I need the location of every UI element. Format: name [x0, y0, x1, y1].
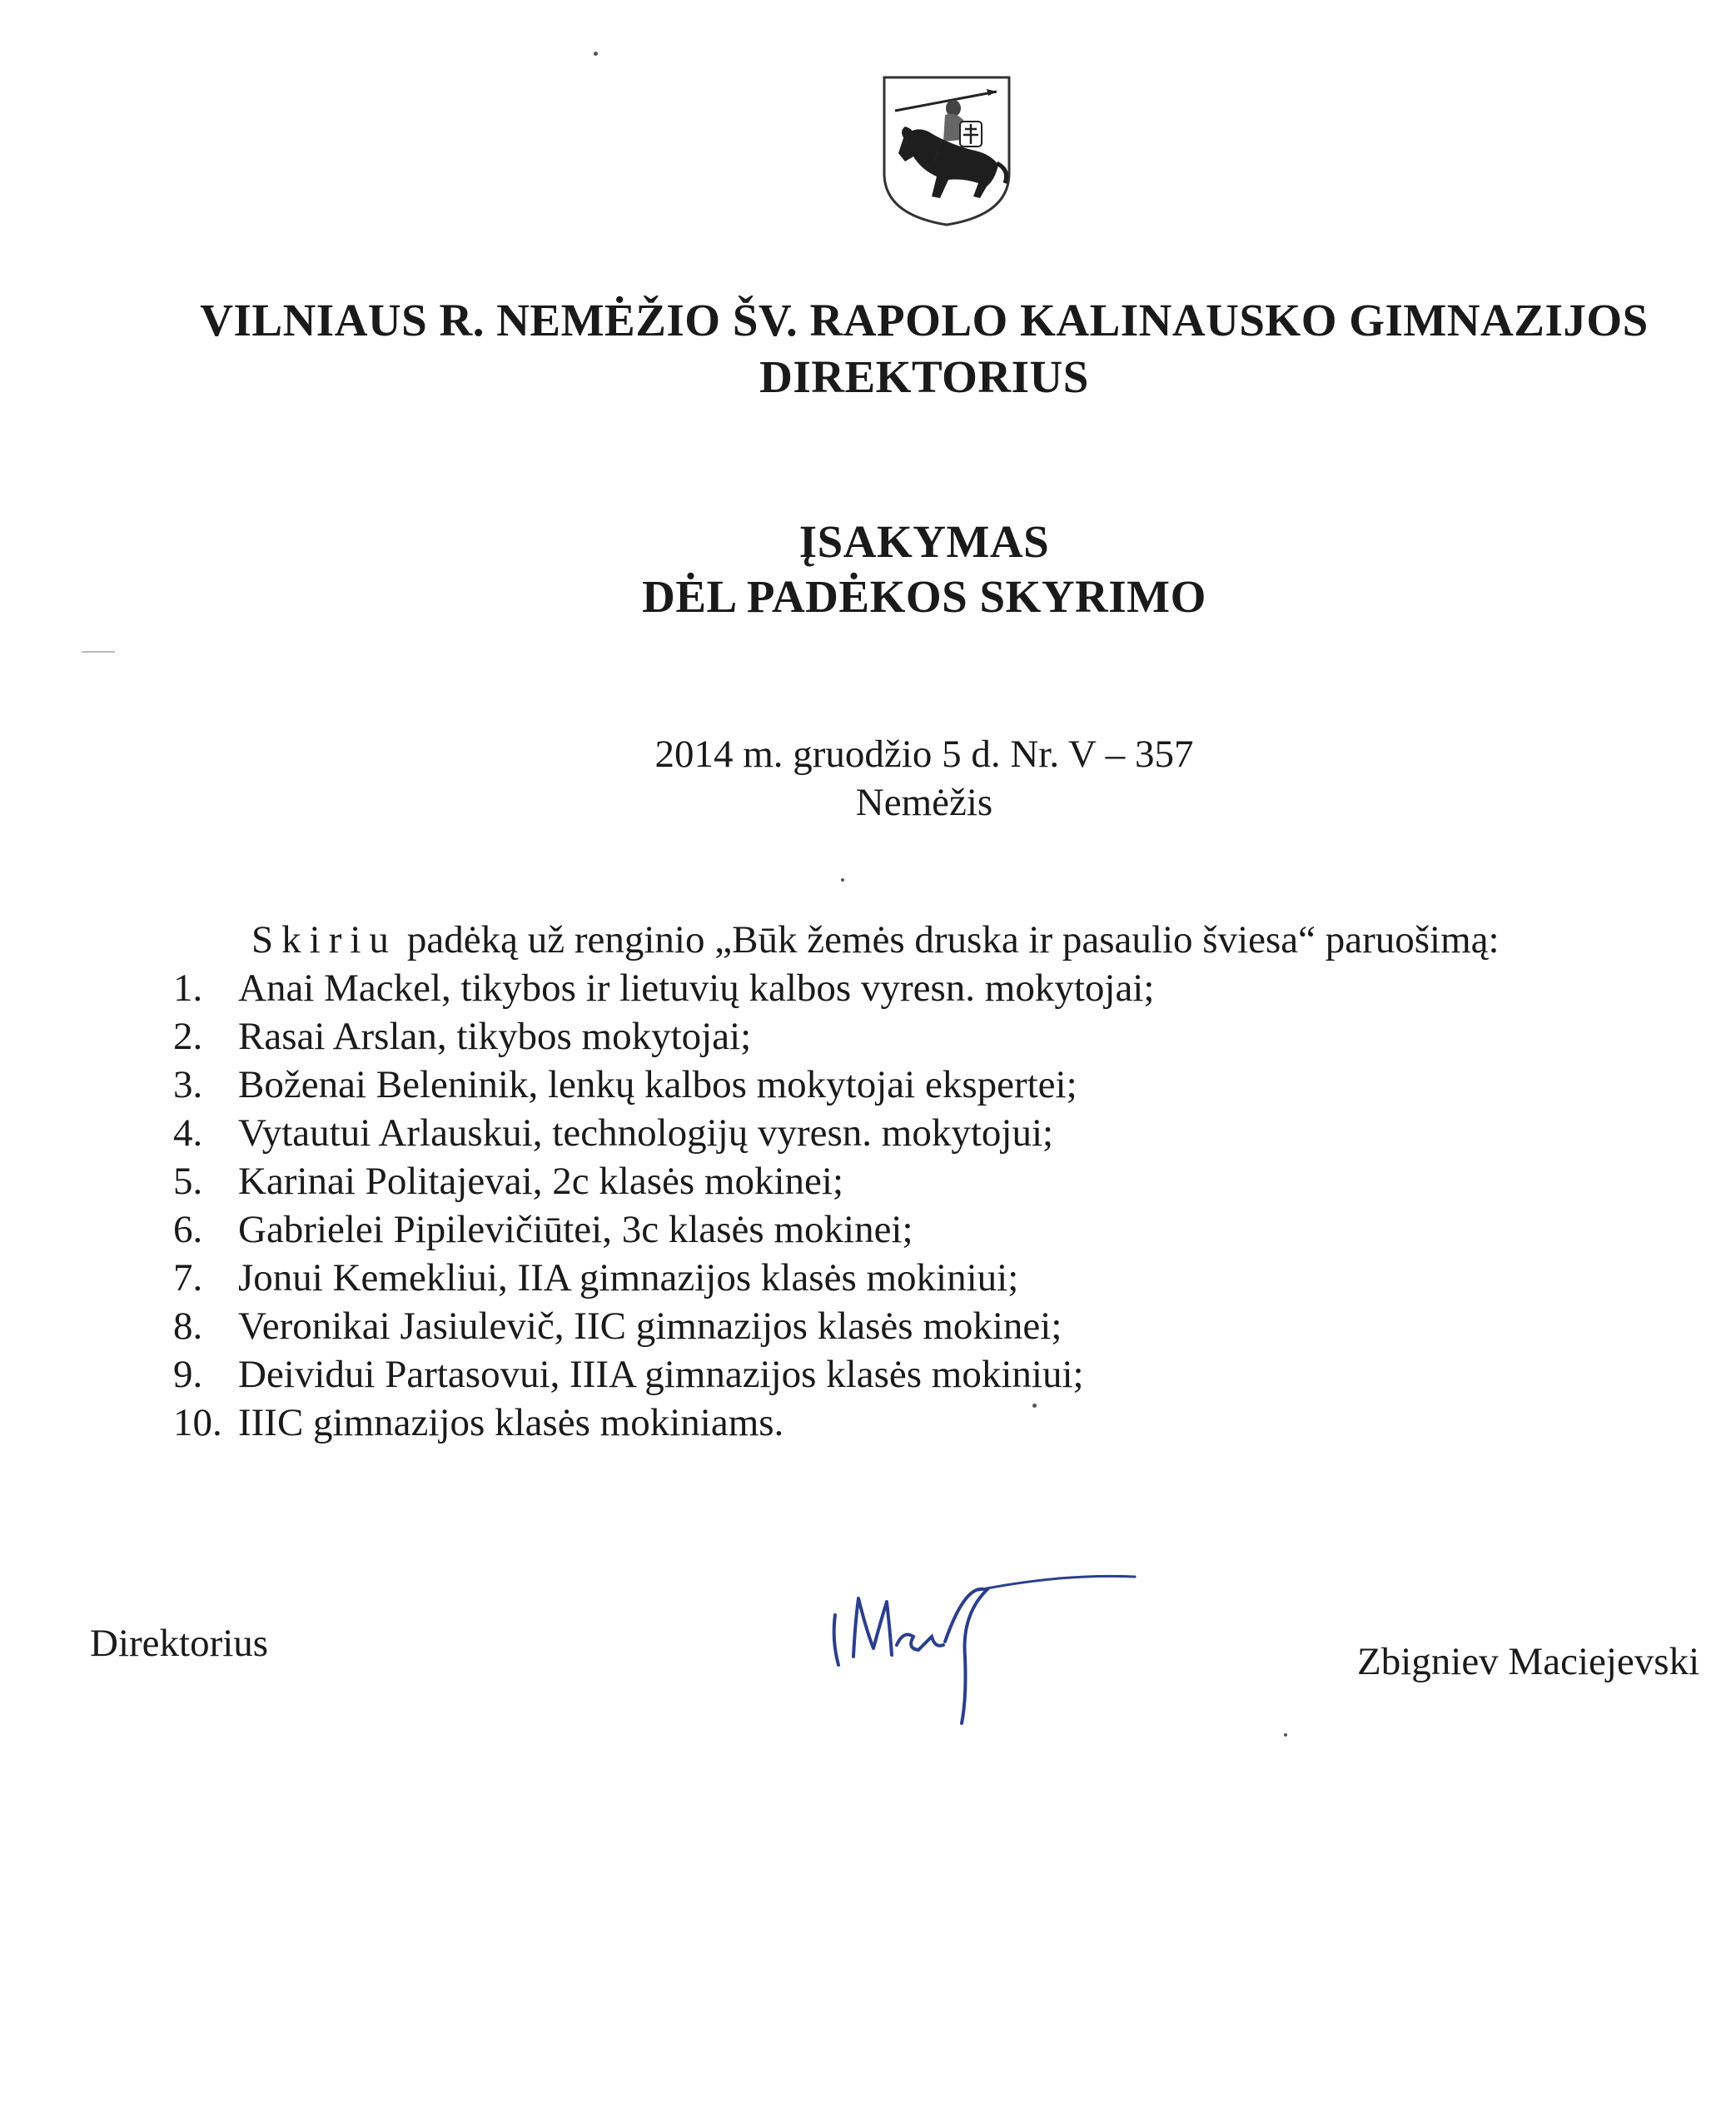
- list-number: 6.: [173, 1208, 203, 1251]
- list-number: 7.: [173, 1256, 203, 1300]
- list-text: Gabrielei Pipilevičiūtei, 3c klasės mokinei;: [238, 1208, 913, 1251]
- signer-title: Direktorius: [90, 1622, 269, 1665]
- intro-text: padėką už renginio „Būk žemės druska ir pasaulio šviesa“ paruošimą:: [406, 918, 1500, 962]
- institution-subtitle: DIREKTORIUS: [759, 351, 1089, 402]
- signer-name: Zbigniev Maciejevski: [1357, 1640, 1700, 1683]
- document-subject: DĖL PADĖKOS SKYRIMO: [642, 571, 1206, 622]
- list-item: [173, 1157, 1154, 1205]
- intro-spaced-word: Skiriu: [251, 918, 397, 962]
- list-number: 4.: [173, 1111, 203, 1155]
- list-item: [173, 1254, 1154, 1302]
- handwritten-signature: [820, 1565, 1145, 1757]
- list-item: [173, 1012, 1154, 1061]
- scan-speck: [594, 52, 598, 56]
- scan-speck: [841, 878, 844, 882]
- list-text: Rasai Arslan, tikybos mokytojai;: [238, 1015, 752, 1058]
- document-place: Nemėžis: [855, 781, 993, 824]
- list-text: Deividui Partasovui, IIIA gimnazijos klasės mokiniui;: [238, 1353, 1084, 1396]
- list-number: 2.: [173, 1015, 203, 1058]
- list-number: 8.: [173, 1304, 203, 1348]
- intro-paragraph: [251, 916, 1500, 964]
- scan-mark: [82, 651, 115, 653]
- list-item: [173, 964, 1154, 1012]
- list-text: Jonui Kemekliui, IIA gimnazijos klasės mokiniui;: [238, 1256, 1019, 1300]
- list-text: Veronikai Jasiulevič, IIC gimnazijos klasės mokinei;: [238, 1304, 1062, 1348]
- list-item: [173, 1302, 1154, 1350]
- scan-speck: [1284, 1733, 1287, 1737]
- scan-speck: [1032, 1404, 1037, 1408]
- list-item: [173, 1350, 1154, 1399]
- list-text: Karinai Politajevai, 2c klasės mokinei;: [238, 1160, 844, 1203]
- list-text: Boženai Beleninik, lenkų kalbos mokytojai ekspertei;: [238, 1063, 1077, 1106]
- coat-of-arms-icon: [880, 73, 1013, 228]
- list-item: [173, 1399, 1154, 1447]
- list-number: 5.: [173, 1160, 203, 1203]
- list-item: [173, 1205, 1154, 1254]
- list-number: 1.: [173, 967, 203, 1010]
- list-text: IIIC gimnazijos klasės mokiniams.: [238, 1401, 784, 1444]
- document-type: ĮSAKYMAS: [798, 516, 1050, 567]
- recipient-list: [173, 964, 1154, 1447]
- list-item: [173, 1109, 1154, 1157]
- institution-title: VILNIAUS R. NEMĖŽIO ŠV. RAPOLO KALINAUSKO GIMNAZIJOS: [200, 295, 1649, 345]
- list-text: Vytautui Arlauskui, technologijų vyresn. mokytojui;: [238, 1111, 1054, 1155]
- list-number: 10.: [173, 1401, 222, 1444]
- list-number: 3.: [173, 1063, 203, 1106]
- document-date-number: 2014 m. gruodžio 5 d. Nr. V – 357: [654, 733, 1194, 776]
- list-text: Anai Mackel, tikybos ir lietuvių kalbos vyresn. mokytojai;: [238, 967, 1155, 1010]
- list-number: 9.: [173, 1353, 203, 1396]
- list-item: [173, 1061, 1154, 1109]
